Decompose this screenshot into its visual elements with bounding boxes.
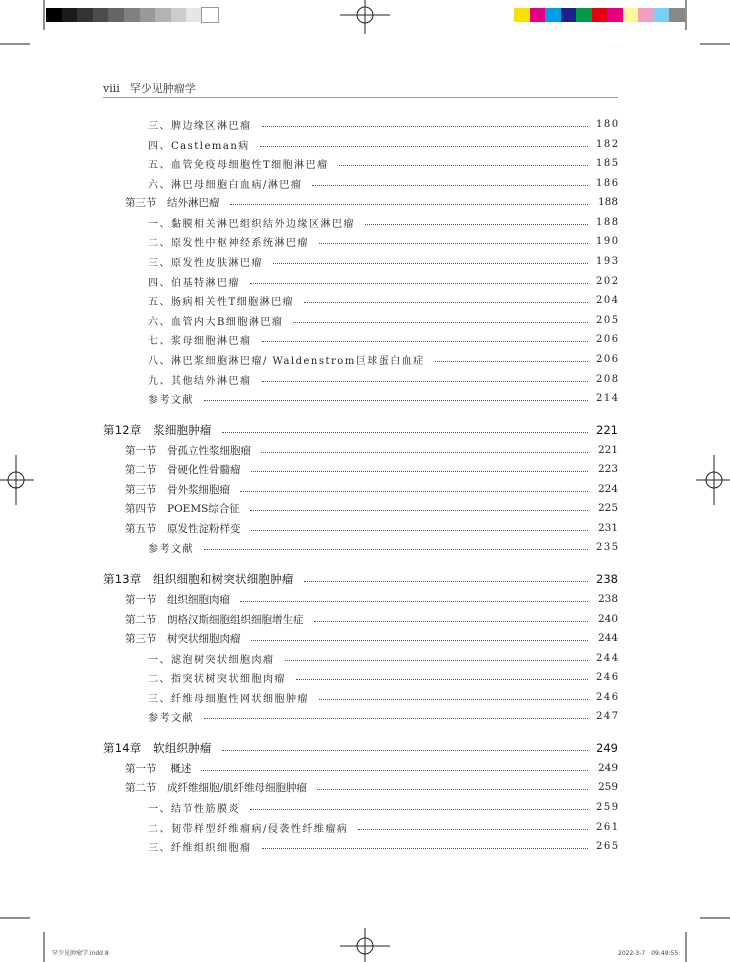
toc-entry-title: 七、浆母细胞淋巴瘤 <box>148 335 252 347</box>
toc-entry-title: 第14章 软组织肿瘤 <box>103 741 212 755</box>
page-label: viii <box>103 82 120 95</box>
toc-entry <box>125 193 618 211</box>
toc-entry-page: 265 <box>596 840 620 852</box>
toc-entry-page: 182 <box>596 138 620 150</box>
leader-dots <box>250 809 588 810</box>
toc-entry-title: 第四节 POEMS综合征 <box>125 502 240 515</box>
toc-entry-page: 249 <box>597 762 618 774</box>
toc-entry-title: 参考文献 <box>148 394 194 406</box>
toc-entry-page: 214 <box>596 392 620 404</box>
toc-entry <box>148 707 618 725</box>
toc-entry-title: 第二节 朗格汉斯细胞组织细胞增生症 <box>125 613 304 626</box>
toc-entry <box>148 213 618 231</box>
leader-dots <box>304 302 588 303</box>
toc-entry-page: 206 <box>596 333 620 345</box>
toc-entry-title: 三、原发性皮肤淋巴瘤 <box>148 257 263 269</box>
toc-entry-title: 二、指突状树突状细胞肉瘤 <box>148 673 286 685</box>
toc-entry-page: 244 <box>596 652 620 664</box>
leader-dots <box>262 848 589 849</box>
toc-entry <box>148 291 618 309</box>
toc-entry-title: 三、脾边缘区淋巴瘤 <box>148 120 252 132</box>
toc-entry-title: 参考文献 <box>148 712 194 724</box>
toc-entry <box>148 649 618 667</box>
leader-dots <box>317 789 588 790</box>
toc-entry-title: 三、纤维母细胞性网状细胞肿瘤 <box>148 693 309 705</box>
leader-dots <box>319 243 588 244</box>
toc-entry-page: 188 <box>597 196 618 208</box>
toc-entry-title: 第12章 浆细胞肿瘤 <box>103 423 212 437</box>
toc-entry-title: 六、血管内大B细胞淋巴瘤 <box>148 316 284 328</box>
footer-file-info: 罕少见肿瘤学.indd 8 <box>52 950 109 957</box>
toc-entry-page: 208 <box>596 373 620 385</box>
toc-entry-page: 186 <box>596 177 620 189</box>
toc-entry-page: 231 <box>597 522 618 534</box>
leader-dots <box>251 471 589 472</box>
leader-dots <box>319 699 588 700</box>
toc-entry <box>125 778 618 796</box>
toc-entry-page: 180 <box>596 118 620 130</box>
toc-entry-page: 202 <box>596 275 620 287</box>
toc-entry-title: 第五节 原发性淀粉样变 <box>125 522 241 535</box>
toc-entry <box>148 350 618 368</box>
leader-dots <box>222 432 588 433</box>
leader-dots <box>304 581 588 582</box>
running-header <box>103 80 196 96</box>
leader-dots <box>339 165 588 166</box>
toc-entry-title: 第13章 组织细胞和树突状细胞肿瘤 <box>103 572 294 586</box>
toc-entry-title: 四、Castleman病 <box>148 140 250 152</box>
leader-dots <box>251 530 589 531</box>
toc-entry-title: 第三节 骨外浆细胞瘤 <box>125 483 230 496</box>
toc-entry <box>148 818 618 836</box>
leader-dots <box>262 126 589 127</box>
leader-dots <box>204 400 588 401</box>
toc-entry-title: 第二节 骨硬化性骨髓瘤 <box>125 463 241 476</box>
toc-entry-page: 185 <box>596 157 620 169</box>
leader-dots <box>260 146 588 147</box>
toc-entry-page: 261 <box>596 821 620 833</box>
toc-entry <box>148 154 618 172</box>
toc-entry-title: 第三节 结外淋巴瘤 <box>125 196 220 209</box>
toc-entry-page: 223 <box>597 463 618 475</box>
toc-entry-page: 259 <box>596 801 620 813</box>
leader-dots <box>250 283 588 284</box>
toc-entry <box>125 460 618 478</box>
toc-entry <box>148 370 618 388</box>
toc-entry <box>148 135 618 153</box>
toc-entry <box>125 759 618 777</box>
leader-dots <box>365 224 588 225</box>
toc-entry-title: 一、滤泡树突状细胞肉瘤 <box>148 654 275 666</box>
toc-entry-page: 259 <box>597 781 618 793</box>
leader-dots <box>261 452 588 453</box>
toc-entry-page: 244 <box>597 632 618 644</box>
toc-entry-page: 249 <box>596 741 618 755</box>
toc-entry-title: 四、伯基特淋巴瘤 <box>148 277 240 289</box>
toc-entry <box>148 272 618 290</box>
toc-entry-title: 参考文献 <box>148 543 194 555</box>
toc-entry-title: 二、原发性中枢神经系统淋巴瘤 <box>148 237 309 249</box>
toc-entry <box>125 480 618 498</box>
toc-entry-page: 238 <box>596 572 618 586</box>
toc-entry-page: 221 <box>597 444 618 456</box>
toc-entry <box>148 311 618 329</box>
footer-timestamp: 2022-3-7 09:49:55 <box>618 950 679 957</box>
toc-entry-title: 第三节 树突状细胞肉瘤 <box>125 632 241 645</box>
leader-dots <box>358 829 588 830</box>
toc-entry-page: 221 <box>596 423 618 437</box>
toc-entry <box>148 252 618 270</box>
toc-entry <box>148 389 618 407</box>
toc-entry <box>125 610 618 628</box>
toc-entry-page: 224 <box>597 483 618 495</box>
leader-dots <box>293 322 588 323</box>
toc-entry-page: 225 <box>597 502 618 514</box>
leader-dots <box>285 660 589 661</box>
leader-dots <box>222 750 588 751</box>
toc-entry-page: 247 <box>596 710 620 722</box>
leader-dots <box>262 381 589 382</box>
toc-entry <box>148 688 618 706</box>
toc-entry <box>103 570 618 588</box>
leader-dots <box>240 491 588 492</box>
toc-entry <box>148 232 618 250</box>
toc-entry <box>148 668 618 686</box>
toc-entry-page: 206 <box>596 353 620 365</box>
header-rule <box>103 97 618 98</box>
toc-entry-title: 一、结节性筋膜炎 <box>148 803 240 815</box>
toc-entry-page: 204 <box>596 294 620 306</box>
toc-entry <box>103 421 618 439</box>
leader-dots <box>204 549 588 550</box>
toc-entry-page: 235 <box>596 541 620 553</box>
toc-entry-title: 第一节 组织细胞肉瘤 <box>125 593 230 606</box>
toc-entry <box>148 115 618 133</box>
toc-entry-title: 一、黏膜相关淋巴组织结外边缘区淋巴瘤 <box>148 218 355 230</box>
leader-dots <box>251 640 589 641</box>
toc-entry <box>125 441 618 459</box>
toc-entry-title: 五、肠病相关性T细胞淋巴瘤 <box>148 296 295 308</box>
toc-entry-title: 八、淋巴浆细胞淋巴瘤/ Waldenstrom巨球蛋白血症 <box>148 355 425 367</box>
toc-entry <box>125 629 618 647</box>
toc-entry <box>148 837 618 855</box>
toc-entry <box>125 519 618 537</box>
leader-dots <box>314 621 589 622</box>
toc-entry-title: 九、其他结外淋巴瘤 <box>148 375 252 387</box>
toc-entry <box>148 538 618 556</box>
toc-entry-title: 第二节 成纤维细胞/肌纤维母细胞肿瘤 <box>125 781 308 794</box>
leader-dots <box>250 510 588 511</box>
leader-dots <box>312 185 588 186</box>
toc-entry-title: 二、韧带样型纤维瘤病/侵袭性纤维瘤病 <box>148 823 349 835</box>
leader-dots <box>273 263 588 264</box>
toc-entry <box>148 174 618 192</box>
toc-entry-page: 246 <box>596 671 620 683</box>
toc-entry-page: 190 <box>596 235 620 247</box>
toc-entry-title: 第一节 概述 <box>125 762 192 775</box>
toc-entry-page: 240 <box>597 613 618 625</box>
toc-entry-title: 六、淋巴母细胞白血病/淋巴瘤 <box>148 179 303 191</box>
leader-dots <box>230 204 589 205</box>
toc-entry-page: 238 <box>597 593 618 605</box>
toc-entry-page: 205 <box>596 314 620 326</box>
toc-entry-title: 五、血管免疫母细胞性T细胞淋巴瘤 <box>148 159 329 171</box>
toc-entry <box>125 590 618 608</box>
toc-entry-page: 188 <box>596 216 620 228</box>
toc-entry <box>125 499 618 517</box>
toc-entry-title: 第一节 骨孤立性浆细胞瘤 <box>125 444 251 457</box>
toc-entry-page: 246 <box>596 691 620 703</box>
leader-dots <box>204 718 588 719</box>
leader-dots <box>296 679 588 680</box>
toc-entry <box>148 330 618 348</box>
book-title: 罕少见肿瘤学 <box>129 82 196 95</box>
toc-entry-title: 三、纤维组织细胞瘤 <box>148 842 252 854</box>
leader-dots <box>435 361 588 362</box>
leader-dots <box>240 601 588 602</box>
leader-dots <box>262 341 589 342</box>
leader-dots <box>201 770 588 771</box>
toc-entry <box>148 798 618 816</box>
toc-entry-page: 193 <box>596 255 620 267</box>
toc-entry <box>103 739 618 757</box>
